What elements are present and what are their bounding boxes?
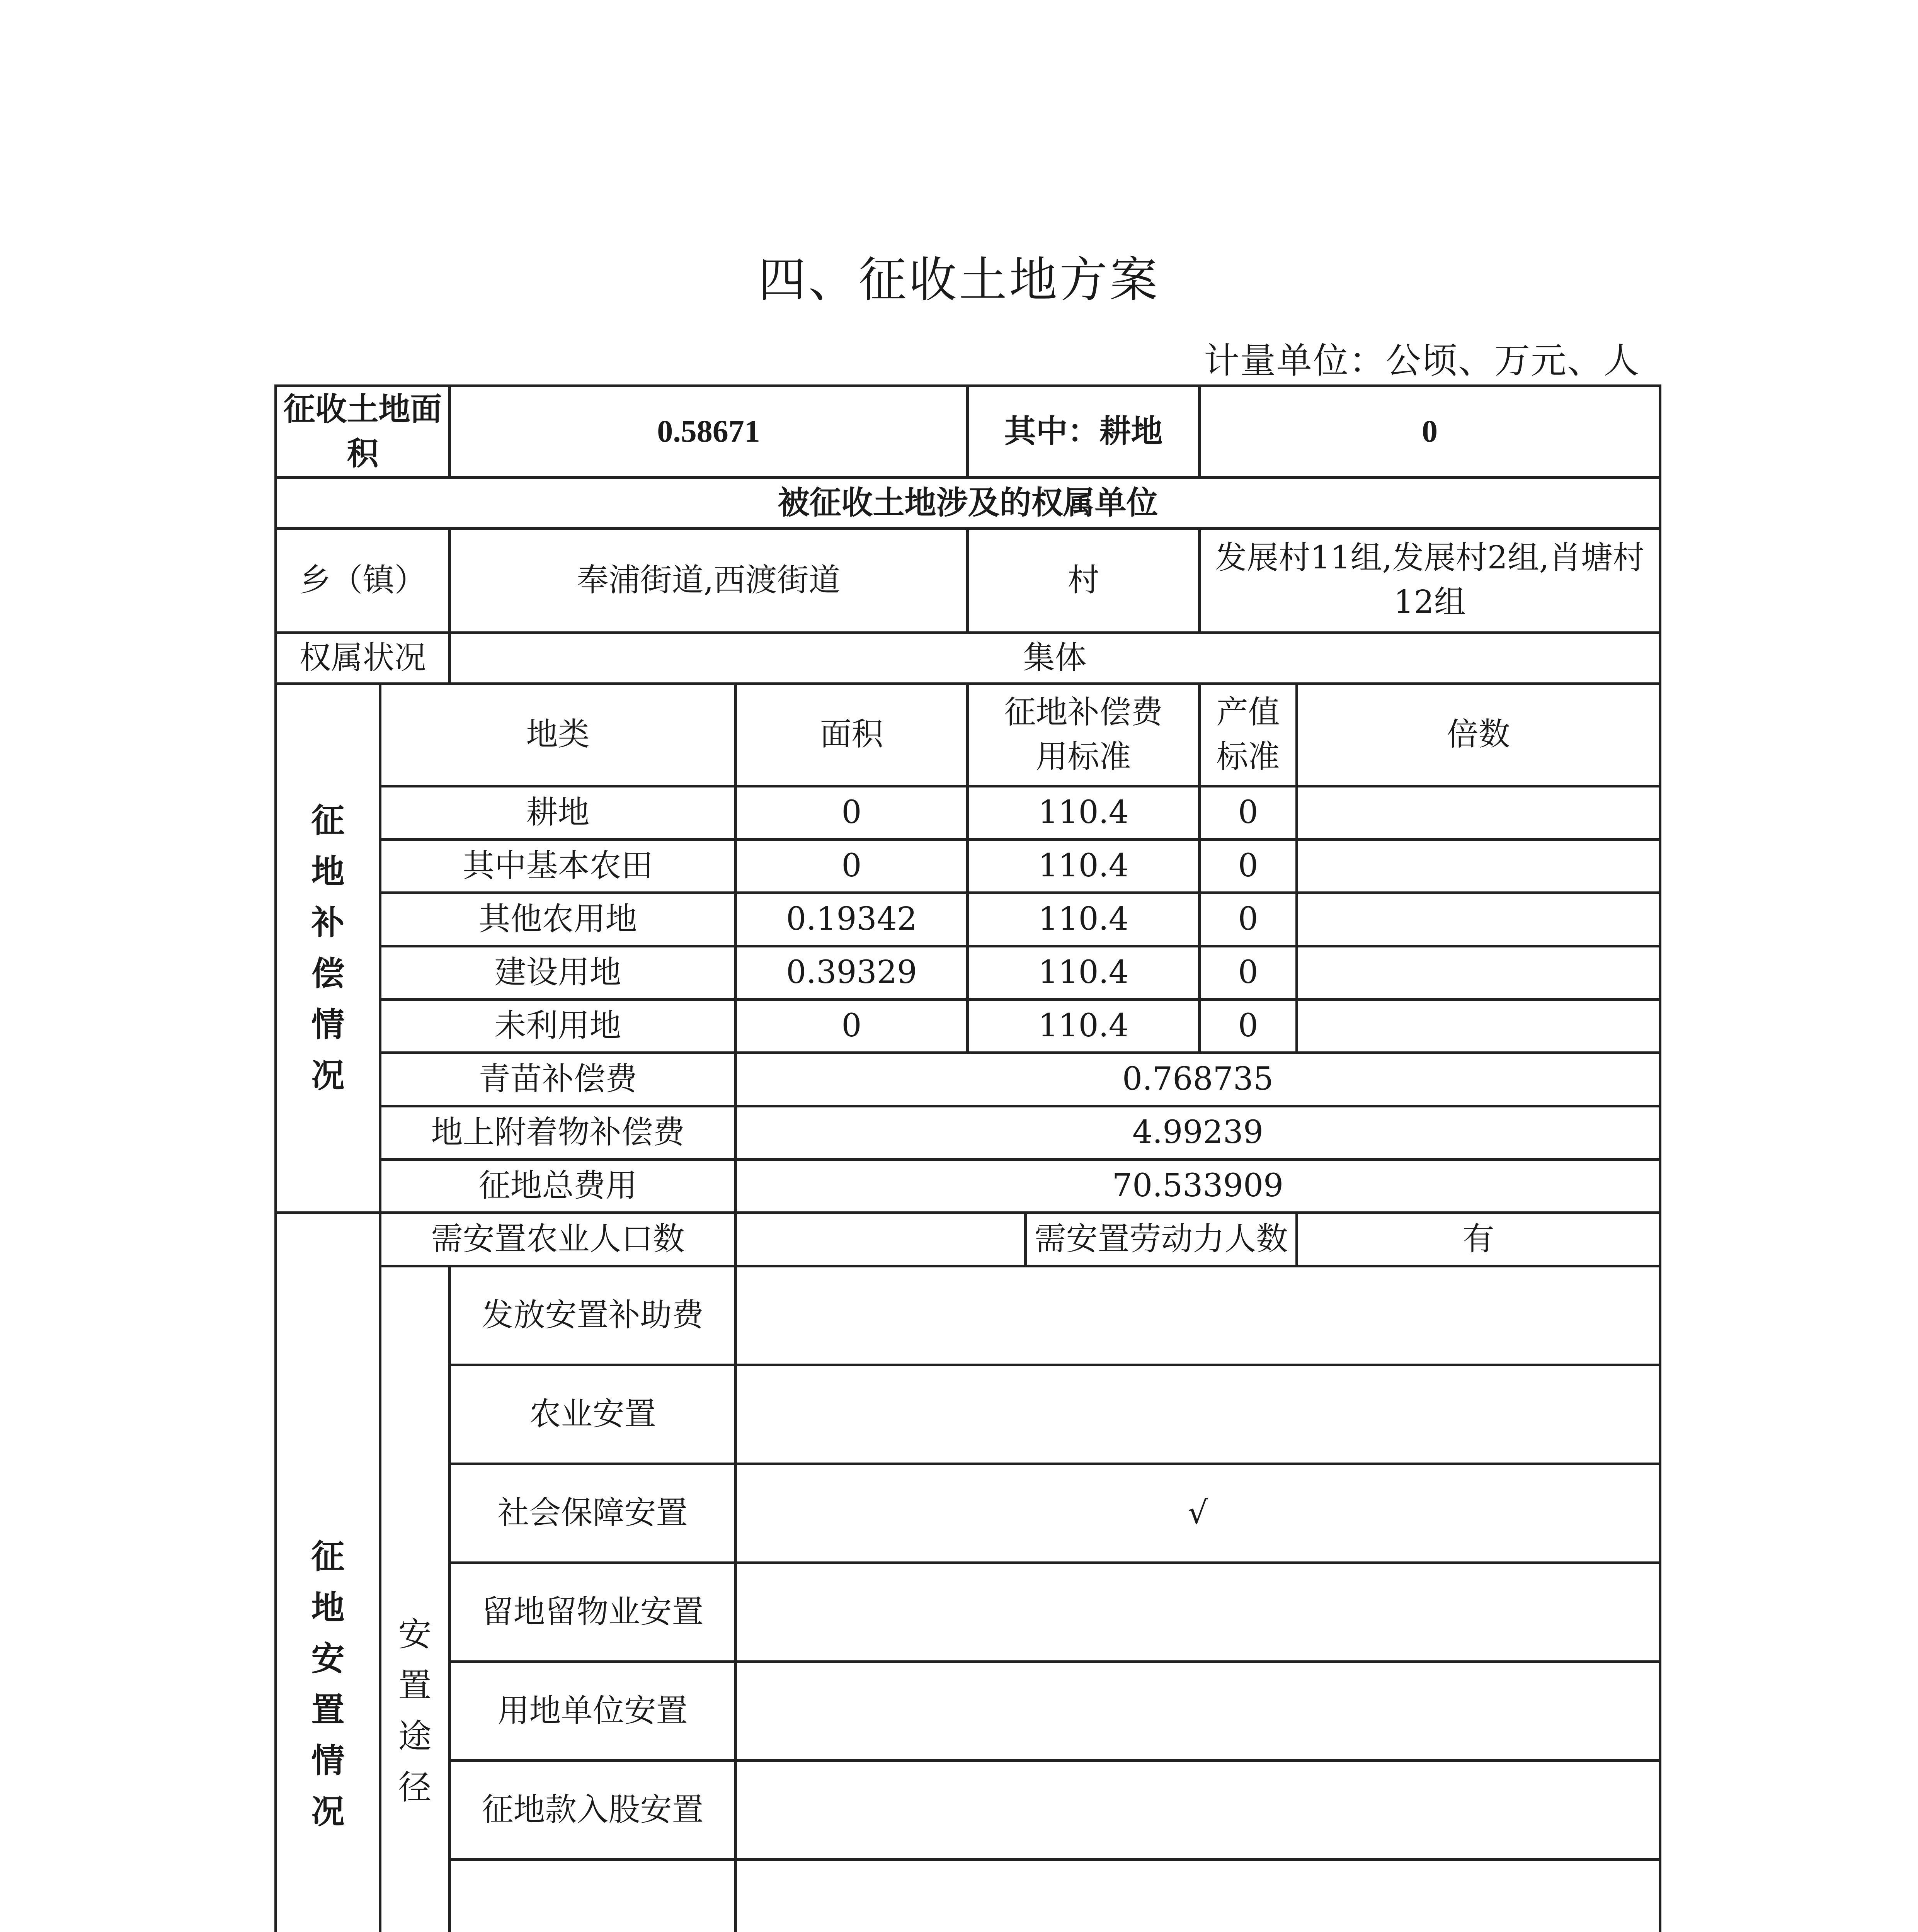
route-row [276,1464,1660,1563]
area-cell: 0 [736,786,968,839]
header-multiple: 倍数 [1297,684,1660,786]
route-value [736,1662,1660,1760]
area-cell: 0 [736,999,968,1053]
ownership-status-row [276,633,1660,684]
header-standard: 征地补偿费用标准 [968,684,1200,786]
township-label: 乡（镇） [276,528,450,633]
output-cell: 0 [1200,946,1297,999]
table-row [276,839,1660,893]
labor-value: 有 [1297,1213,1660,1266]
standard-cell: 110.4 [968,839,1200,893]
route-value: √ [736,1464,1660,1563]
area-cell: 0.39329 [736,946,968,999]
table-row [276,999,1660,1053]
ownership-section-title: 被征收土地涉及的权属单位 [276,477,1660,528]
village-value: 发展村11组,发展村2组,肖塘村12组 [1200,528,1660,633]
output-cell: 0 [1200,999,1297,1053]
compensation-section-label [276,684,380,1213]
land-type-cell: 其他农用地 [380,893,736,946]
fee-row [276,1159,1660,1213]
fee-value: 4.99239 [736,1106,1660,1159]
multiple-cell [1297,839,1660,893]
route-value [736,1859,1660,1932]
standard-cell: 110.4 [968,893,1200,946]
area-cell: 0 [736,839,968,893]
compensation-section-text: 征地补偿情况 [311,801,345,1095]
population-value [736,1213,1026,1266]
area-cell: 0.19342 [736,893,968,946]
route-label: 农业安置 [450,1365,736,1464]
ownership-status-value: 集体 [450,633,1660,684]
fee-label: 征地总费用 [380,1159,736,1213]
village-label: 村 [968,528,1200,633]
header-output-standard: 产值标准 [1200,684,1297,786]
route-value [736,1760,1660,1859]
population-label: 需安置农业人口数 [380,1213,736,1266]
farmland-value: 0 [1200,386,1660,478]
header-area: 面积 [736,684,968,786]
multiple-cell [1297,786,1660,839]
fee-label: 地上附着物补偿费 [380,1106,736,1159]
land-type-cell: 未利用地 [380,999,736,1053]
output-cell: 0 [1200,839,1297,893]
route-value [736,1266,1660,1365]
fee-value: 0.768735 [736,1053,1660,1106]
route-value [736,1365,1660,1464]
route-row [276,1266,1660,1365]
ownership-header-row [276,477,1660,528]
fee-row [276,1106,1660,1159]
land-type-cell: 耕地 [380,786,736,839]
land-type-cell: 其中基本农田 [380,839,736,893]
route-label: 征地款入股安置 [450,1760,736,1859]
route-row [276,1662,1660,1760]
route-label-text: 安置途径 [398,1615,432,1807]
route-row [276,1859,1660,1932]
route-row [276,1760,1660,1859]
resettlement-count-row [276,1213,1660,1266]
route-label: 社会保障安置 [450,1464,736,1563]
route-row [276,1563,1660,1662]
multiple-cell [1297,946,1660,999]
standard-cell: 110.4 [968,999,1200,1053]
land-acquisition-table [274,384,1661,1932]
standard-cell: 110.4 [968,786,1200,839]
route-label-cell [380,1266,450,1932]
table-row [276,893,1660,946]
resettlement-section-label [276,1213,380,1932]
multiple-cell [1297,999,1660,1053]
labor-label: 需安置劳动力人数 [1026,1213,1297,1266]
farmland-label: 其中：耕地 [968,386,1200,478]
header-land-type: 地类 [380,684,736,786]
output-cell: 0 [1200,893,1297,946]
output-cell: 0 [1200,786,1297,839]
area-value: 0.58671 [450,386,968,478]
compensation-header-row [276,684,1660,786]
table-row [276,786,1660,839]
route-label: 发放安置补助费 [450,1266,736,1365]
table-row [276,946,1660,999]
standard-cell: 110.4 [968,946,1200,999]
summary-row [276,386,1660,478]
page-title: 四、征收土地方案 [758,252,1160,308]
fee-row [276,1053,1660,1106]
township-row [276,528,1660,633]
resettlement-section-text: 征地安置情况 [311,1537,345,1832]
route-value [736,1563,1660,1662]
fee-value: 70.533909 [736,1159,1660,1213]
route-label [450,1859,736,1932]
route-label: 留地留物业安置 [450,1563,736,1662]
route-label: 用地单位安置 [450,1662,736,1760]
ownership-status-label: 权属状况 [276,633,450,684]
fee-label: 青苗补偿费 [380,1053,736,1106]
area-label: 征收土地面积 [276,386,450,478]
land-type-cell: 建设用地 [380,946,736,999]
township-value: 奉浦街道,西渡街道 [450,528,968,633]
multiple-cell [1297,893,1660,946]
route-row [276,1365,1660,1464]
unit-note: 计量单位：公顷、万元、人 [1203,340,1640,381]
